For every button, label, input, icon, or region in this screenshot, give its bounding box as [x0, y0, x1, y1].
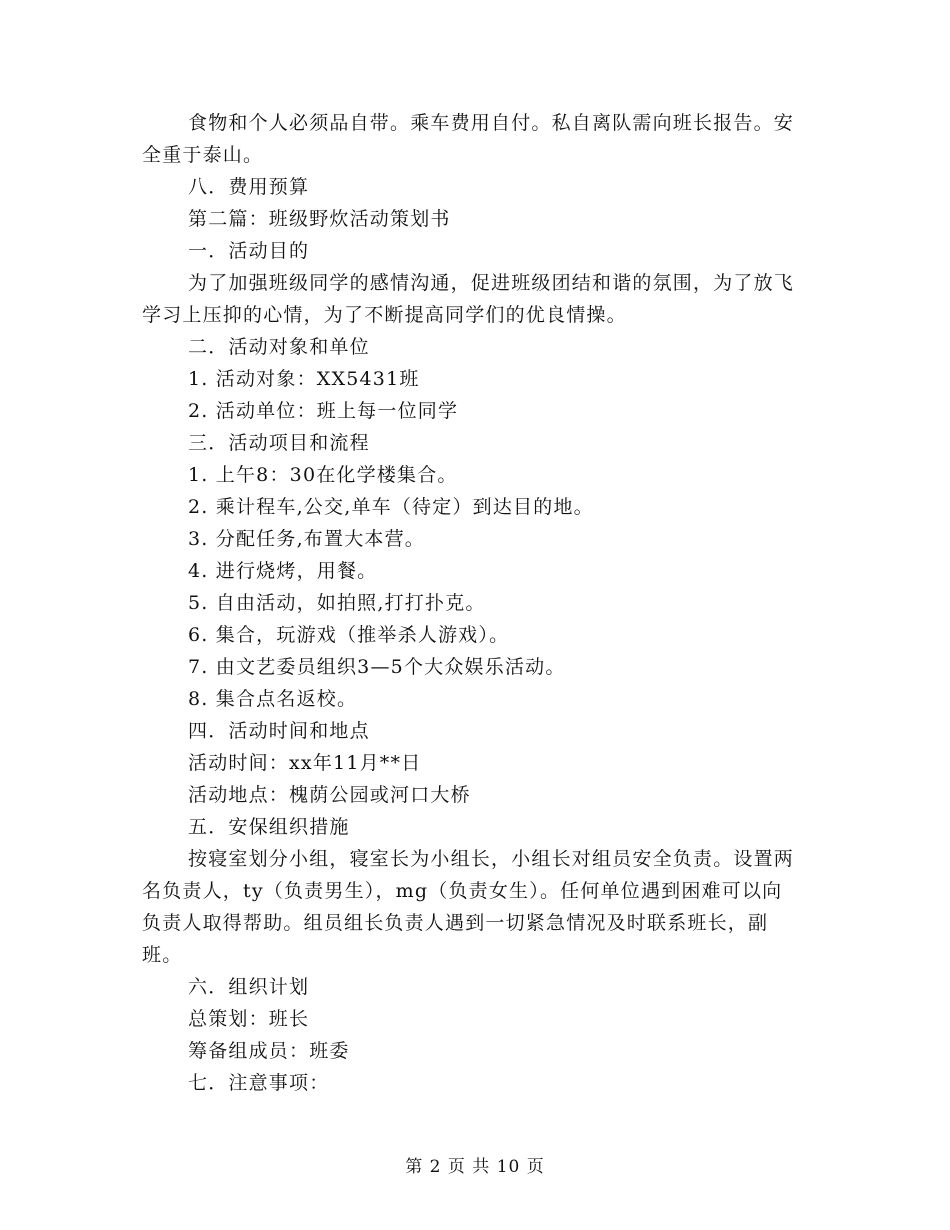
section-heading: 四．活动时间和地点	[188, 720, 370, 742]
list-item: 5. 自由活动，如拍照,打打扑克。	[188, 592, 486, 614]
list-item: 4. 进行烧烤，用餐。	[188, 560, 378, 582]
detail-line: 活动时间：xx年11月**日	[188, 752, 422, 774]
section-heading: 五．安保组织措施	[188, 816, 350, 838]
list-item: 3. 分配任务,布置大本营。	[188, 528, 426, 550]
section-heading: 八．费用预算	[188, 176, 310, 198]
section-heading: 一．活动目的	[188, 240, 310, 262]
list-item: 2. 活动单位：班上每一位同学	[188, 400, 459, 422]
list-item: 7. 由文艺委员组织3—5个大众娱乐活动。	[188, 656, 566, 678]
list-item: 6. 集合，玩游戏（推举杀人游戏）。	[188, 624, 510, 646]
detail-line: 总策划：班长	[188, 1008, 310, 1030]
detail-line: 筹备组成员：班委	[188, 1040, 350, 1062]
section-heading: 七．注意事项：	[188, 1072, 330, 1094]
paragraph: 为了加强班级同学的感情沟通，促进班级团结和谐的氛围，为了放飞学习上压抑的心情，为了不断提高同学们的优良情操。	[142, 272, 795, 326]
section-heading: 三．活动项目和流程	[188, 432, 370, 454]
detail-line: 活动地点：槐荫公园或河口大桥	[188, 784, 471, 806]
paragraph: 按寝室划分小组，寝室长为小组长，小组长对组员安全负责。设置两名负责人，ty（负责男生），mg（负责女生）。任何单位遇到困难可以向负责人取得帮助。组员组长负责人遇到一切紧急情况及时联系班长，副班。	[142, 848, 795, 966]
paragraph: 食物和个人必须品自带。乘车费用自付。私自离队需向班长报告。安全重于泰山。	[142, 112, 795, 166]
list-item: 2. 乘计程车,公交,单车（待定）到达目的地。	[188, 496, 594, 518]
article-title: 第二篇：班级野炊活动策划书	[188, 208, 451, 230]
section-heading: 二．活动对象和单位	[188, 336, 370, 358]
list-item: 1. 活动对象：XX5431班	[188, 368, 420, 390]
document-body	[142, 107, 802, 1099]
page-number-footer: 第 2 页 共 10 页	[405, 1157, 545, 1177]
section-heading: 六．组织计划	[188, 976, 310, 998]
list-item: 8. 集合点名返校。	[188, 688, 358, 710]
list-item: 1. 上午8：30在化学楼集合。	[188, 464, 458, 486]
